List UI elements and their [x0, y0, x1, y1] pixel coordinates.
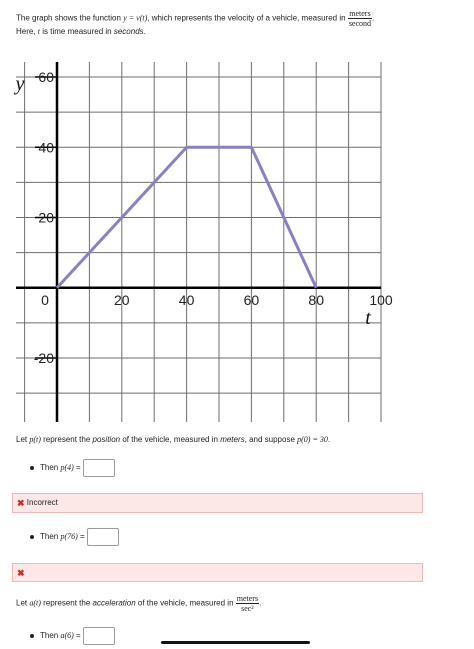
intro-mid: , which represents the velocity of a vehicle, measured in	[147, 13, 346, 23]
p4-answer-input[interactable]	[83, 459, 115, 477]
p76-answer-input[interactable]	[87, 528, 119, 546]
feedback1-text: Incorrect	[26, 498, 58, 507]
bullet	[30, 535, 34, 539]
q1-mid: represent the	[43, 435, 91, 444]
x-tick-label: 80	[308, 291, 324, 308]
accel-unit-numerator: meters	[236, 594, 259, 603]
y-tick-label: -20	[33, 350, 54, 366]
q1-em: position	[92, 435, 121, 444]
x-tick-label: 40	[178, 291, 195, 308]
intro-line2-end: .	[143, 27, 146, 36]
item2-label: Then	[40, 532, 59, 541]
accel-unit-denominator: sec²	[241, 604, 254, 613]
y-tick-label: 60	[38, 69, 54, 85]
q1-func: p(t)	[29, 435, 41, 444]
answer-row-a6	[30, 626, 115, 646]
intro-end: .	[372, 13, 375, 23]
q2-end: .	[259, 598, 262, 608]
intro-line2-var: t	[37, 27, 41, 36]
a6-answer-input[interactable]	[83, 627, 115, 645]
q2-mid2: of the vehicle, measured in	[137, 598, 234, 608]
item3-eq: =	[76, 631, 81, 640]
item1-eq: =	[76, 463, 81, 472]
intro-line-2	[16, 27, 146, 37]
bullet	[30, 466, 34, 470]
x-tick-label: 20	[114, 291, 130, 308]
acceleration-unit-fraction	[236, 594, 262, 613]
item1-expr: p(4)	[60, 463, 74, 472]
intro-line2-mid: is time measured in	[42, 27, 112, 36]
item2-eq: =	[80, 532, 85, 541]
unit-numerator: meters	[349, 9, 371, 18]
q1-mid2: of the vehicle, measured in	[122, 435, 218, 444]
velocity-unit-fraction	[348, 9, 375, 28]
answer-row-p76	[30, 527, 119, 547]
answer-row-p4	[30, 458, 115, 478]
y-axis-label: y	[15, 73, 25, 95]
y-tick-label: 20	[38, 209, 54, 226]
error-feedback	[12, 563, 423, 582]
x-axis-label: t	[365, 306, 371, 329]
q1-mid3: , and suppose	[244, 435, 295, 444]
incorrect-feedback	[12, 493, 423, 513]
item3-label: Then	[40, 631, 59, 640]
cross-icon: ✖	[17, 498, 25, 508]
q2-func: a(t)	[29, 598, 41, 608]
q1-end: .	[327, 435, 331, 444]
q1-prefix: Let	[16, 435, 28, 444]
q2-prefix: Let	[16, 598, 28, 608]
q1-em2: meters	[220, 435, 245, 444]
x-tick-label: 100	[369, 291, 393, 308]
position-question	[16, 435, 466, 445]
home-indicator[interactable]	[161, 641, 310, 644]
cross-icon: ✖	[17, 567, 25, 578]
function-expression: y = v(t)	[123, 13, 148, 23]
q2-mid: represent the	[43, 598, 91, 608]
velocity-chart	[0, 55, 474, 430]
q1-condition: p(0) = 30	[297, 435, 328, 444]
x-tick-label: 60	[243, 291, 260, 308]
item3-expr: a(6)	[60, 631, 74, 640]
intro-line2-em: seconds	[113, 27, 144, 36]
item1-label: Then	[40, 463, 59, 472]
intro-line-1	[16, 9, 466, 28]
item2-expr: p(76)	[60, 532, 78, 541]
acceleration-question	[16, 594, 466, 613]
intro-line2-prefix: Here,	[16, 27, 36, 36]
q2-em: acceleration	[92, 598, 136, 608]
intro-prefix: The graph shows the function	[16, 13, 121, 23]
bullet	[30, 634, 34, 638]
y-tick-label: 40	[38, 139, 54, 156]
x-tick-label: 0	[41, 291, 49, 308]
unit-denominator: second	[348, 19, 372, 28]
